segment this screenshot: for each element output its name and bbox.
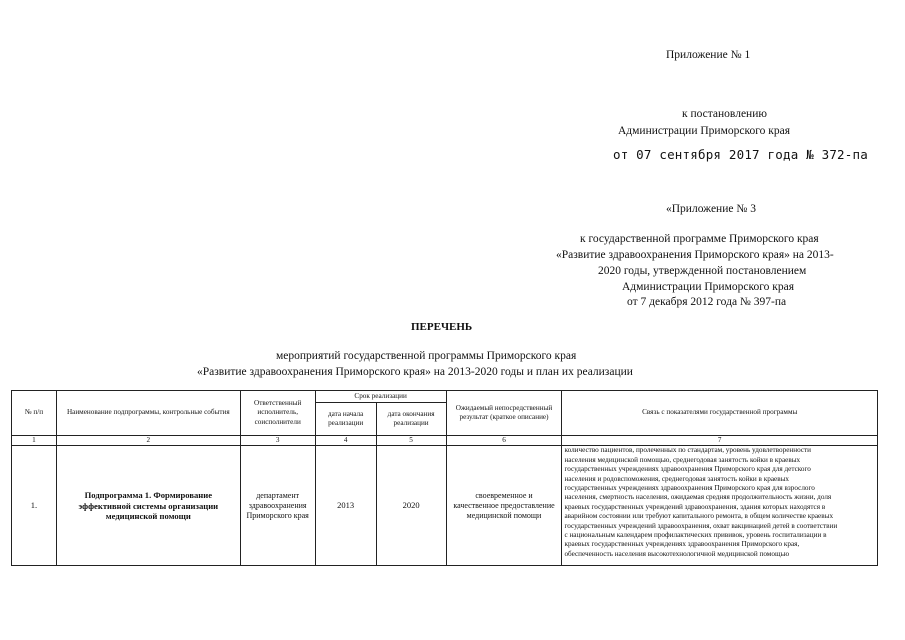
document-subtitle: «Развитие здравоохранения Приморского края» на 2013-2020 годы и план их реализации <box>197 366 633 378</box>
column-number: 7 <box>562 436 878 446</box>
end-year: 2020 <box>376 446 446 566</box>
appendix-3-line: «Развитие здравоохранения Приморского края» на 2013- <box>556 249 834 261</box>
header-start: дата начала реализации <box>315 403 376 436</box>
to-resolution-label: к постановлению <box>682 108 767 120</box>
appendix-3-title: «Приложение № 3 <box>666 203 756 215</box>
indicator-line: населения медицинской помощью, среднегодовая занятость койки в краевых <box>564 455 801 464</box>
table-header-row <box>12 391 878 403</box>
indicator-line: с национальным календарем профилактических прививок, уровень госпитализации в <box>564 531 827 540</box>
header-name: Наименование подпрограммы, контрольные события <box>56 391 240 436</box>
appendix-3-line: от 7 декабря 2012 года № 397-па <box>627 296 787 308</box>
indicator-line: государственных учреждениях здравоохранения Приморского края для взрослого <box>564 484 815 493</box>
indicator-line: населения и родовспоможения, среднегодовая занятость койки в краевых <box>564 474 790 483</box>
indicator-line: государственных учреждений здравоохранения, охват вакцинацией детей в соответствии <box>564 521 838 530</box>
appendix-3-line: 2020 годы, утвержденной постановлением <box>598 265 807 277</box>
expected-result: своевременное и качественное предоставление медицинской помощи <box>446 446 562 566</box>
document-subtitle: мероприятий государственной программы Приморского края <box>276 350 577 362</box>
header-result: Ожидаемый непосредственный результат (краткое описание) <box>446 391 562 436</box>
column-number: 5 <box>376 436 446 446</box>
header-link: Связь с показателями государственной программы <box>562 391 878 436</box>
plan-table <box>11 390 878 566</box>
indicator-line: краевых государственных учреждениях здравоохранения Приморского края, <box>564 540 800 549</box>
indicator-line: аварийном состоянии или требуют капитального ремонта, в общем количестве краевых <box>564 512 834 521</box>
appendix-3-line: Администрации Приморского края <box>622 281 794 293</box>
column-number: 3 <box>240 436 315 446</box>
table-row <box>12 446 878 566</box>
column-numbers-row <box>12 436 878 446</box>
appendix-3-line: к государственной программе Приморского края <box>580 233 819 245</box>
document-heading: ПЕРЕЧЕНЬ <box>411 321 473 333</box>
column-number: 4 <box>315 436 376 446</box>
subprogram-name: Подпрограмма 1. Формирование эффективной системы организации медицинской помощи <box>56 446 240 566</box>
indicator-line: краевых государственных учреждений здравоохранения, здания которых находятся в <box>564 502 826 511</box>
indicator-line: количество пациентов, пролеченных по стандартам, уровень удовлетворенности <box>564 446 812 455</box>
appendix-1-label: Приложение № 1 <box>666 49 751 61</box>
header-responsible: Ответственный исполнитель, соисполнители <box>240 391 315 436</box>
program-indicators <box>562 446 878 566</box>
header-num: № п/п <box>12 391 57 436</box>
indicator-line: государственных учреждениях здравоохранения Приморского края для детского <box>564 465 811 474</box>
header-period: Срок реализации <box>315 391 446 403</box>
responsible-executor: департамент здравоохранения Приморского края <box>240 446 315 566</box>
resolution-date-number: от 07 сентября 2017 года № 372-па <box>613 147 868 162</box>
indicator-line: обеспеченность населения высокотехнологичной медицинской помощью <box>564 549 790 558</box>
column-number: 6 <box>446 436 562 446</box>
indicator-line: населения, смертность населения, ожидаемая средняя продолжительность жизни, доля <box>564 493 832 502</box>
header-end: дата окончания реализации <box>376 403 446 436</box>
column-number: 2 <box>56 436 240 446</box>
start-year: 2013 <box>315 446 376 566</box>
column-number: 1 <box>12 436 57 446</box>
administration-label: Администрации Приморского края <box>618 125 790 137</box>
row-number: 1. <box>12 446 57 566</box>
